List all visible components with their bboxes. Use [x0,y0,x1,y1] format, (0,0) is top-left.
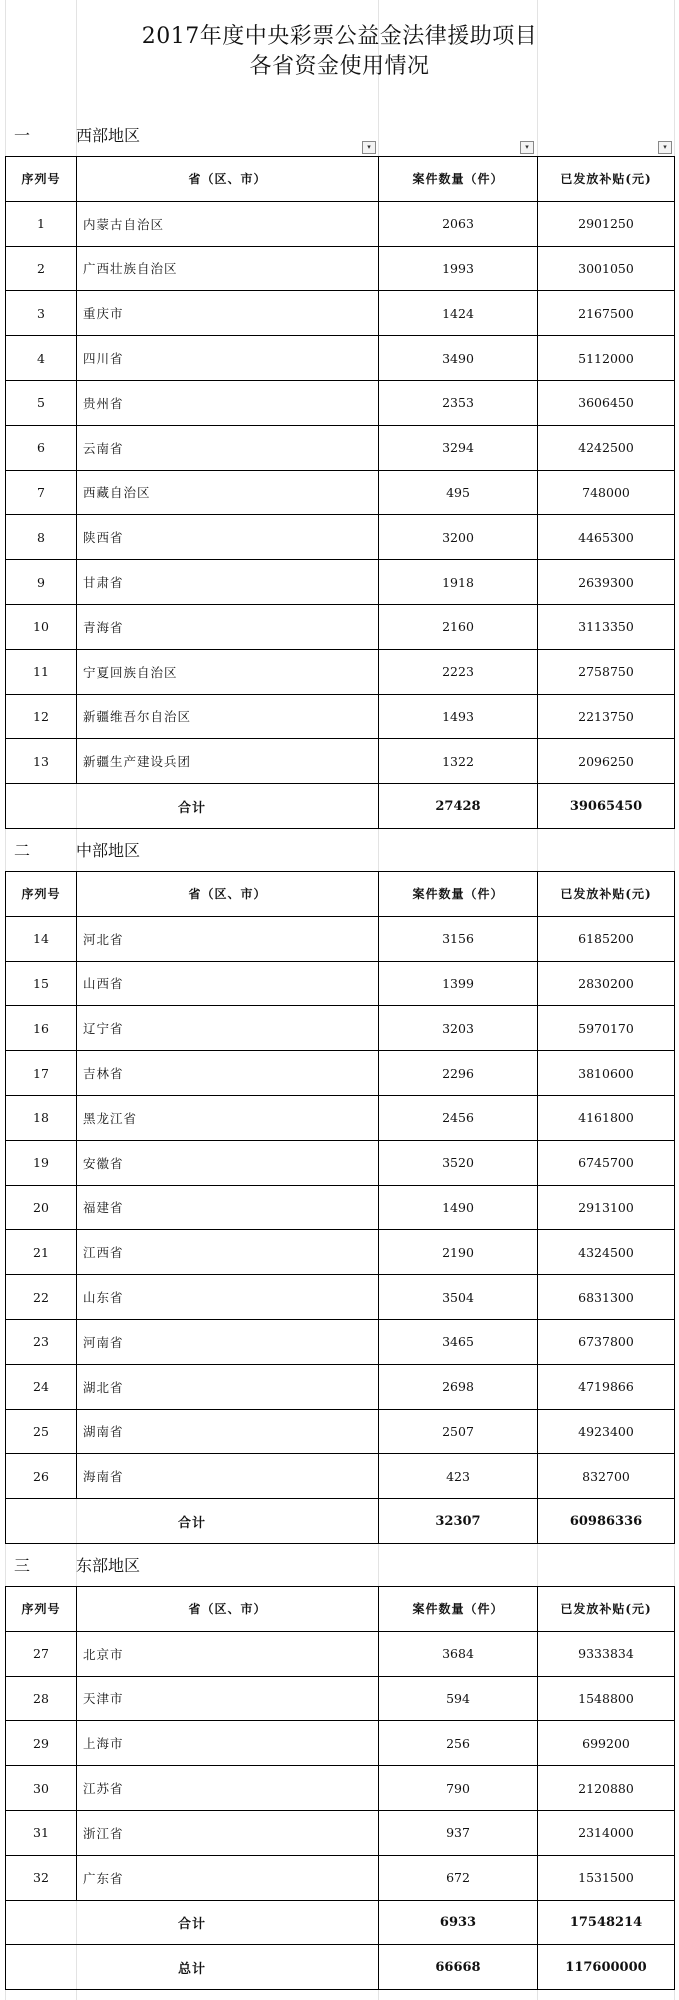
table-row [6,1140,675,1185]
row-amount: 2639300 [538,560,675,605]
filter-dropdown-icon[interactable]: ▾ [658,141,672,154]
row-amount: 2096250 [538,739,675,784]
row-region: 上海市 [77,1721,379,1766]
row-cases: 1399 [379,961,538,1006]
row-cases: 3504 [379,1275,538,1320]
col-header-cases: 案件数量（件） [379,872,538,917]
row-region: 福建省 [77,1185,379,1230]
row-region: 河北省 [77,916,379,961]
row-amount: 3810600 [538,1051,675,1096]
row-region: 贵州省 [77,380,379,425]
row-amount: 4161800 [538,1095,675,1140]
table-row [6,694,675,739]
table-row [6,1319,675,1364]
section-number: 三 [14,1556,31,1575]
grand-total-cases: 66668 [379,1945,538,1990]
subtotal-label: 合计 [6,784,379,829]
row-index: 8 [6,515,77,560]
section-heading [0,828,679,871]
row-region: 山西省 [77,961,379,1006]
row-amount: 3001050 [538,246,675,291]
table-row [6,1095,675,1140]
table-row [6,604,675,649]
table-row [6,1766,675,1811]
col-header-amount: 已发放补贴(元) [538,157,675,202]
table-row [6,1721,675,1766]
section-number: 一 [14,126,31,145]
col-header-cases: 案件数量（件） [379,1587,538,1632]
table-row [6,1810,675,1855]
row-region: 广东省 [77,1855,379,1900]
title-line-1: 2017年度中央彩票公益金法律援助项目 [141,24,538,49]
row-region: 湖南省 [77,1409,379,1454]
row-cases: 423 [379,1454,538,1499]
row-region: 重庆市 [77,291,379,336]
subtotal-row [6,784,675,829]
row-index: 22 [6,1275,77,1320]
row-cases: 1490 [379,1185,538,1230]
row-cases: 3156 [379,916,538,961]
row-cases: 2190 [379,1230,538,1275]
row-index: 2 [6,246,77,291]
data-table [5,1586,675,1990]
table-row [6,1230,675,1275]
row-index: 5 [6,380,77,425]
row-region: 辽宁省 [77,1006,379,1051]
row-index: 29 [6,1721,77,1766]
row-index: 3 [6,291,77,336]
section-name: 西部地区 [76,126,141,145]
row-index: 21 [6,1230,77,1275]
page-title [0,22,679,82]
subtotal-row [6,1499,675,1544]
row-index: 16 [6,1006,77,1051]
row-cases: 594 [379,1676,538,1721]
row-region: 陕西省 [77,515,379,560]
row-amount: 3113350 [538,604,675,649]
row-index: 20 [6,1185,77,1230]
col-header-region: 省（区、市） [77,872,379,917]
subtotal-cases: 27428 [379,784,538,829]
section-heading [0,1543,679,1586]
table-row [6,961,675,1006]
row-region: 广西壮族自治区 [77,246,379,291]
row-index: 15 [6,961,77,1006]
row-index: 10 [6,604,77,649]
row-amount: 2901250 [538,201,675,246]
table-row [6,1185,675,1230]
table-row [6,425,675,470]
row-cases: 1424 [379,291,538,336]
row-amount: 4242500 [538,425,675,470]
row-region: 甘肃省 [77,560,379,605]
row-region: 江苏省 [77,1766,379,1811]
col-header-index: 序列号 [6,157,77,202]
row-region: 海南省 [77,1454,379,1499]
col-header-region: 省（区、市） [77,1587,379,1632]
subtotal-row [6,1900,675,1945]
row-amount: 4719866 [538,1364,675,1409]
subtotal-cases: 6933 [379,1900,538,1945]
table-row [6,1855,675,1900]
row-cases: 2160 [379,604,538,649]
table-row [6,470,675,515]
row-cases: 256 [379,1721,538,1766]
row-amount: 5970170 [538,1006,675,1051]
data-table [5,156,675,829]
row-region: 黑龙江省 [77,1095,379,1140]
section-name: 中部地区 [76,841,141,860]
row-amount: 4324500 [538,1230,675,1275]
row-index: 7 [6,470,77,515]
data-table [5,871,675,1544]
table-row [6,380,675,425]
row-amount: 2120880 [538,1766,675,1811]
row-index: 31 [6,1810,77,1855]
row-region: 新疆生产建设兵团 [77,739,379,784]
title-line-2: 各省资金使用情况 [249,54,430,79]
table-row [6,560,675,605]
section-heading [0,113,679,156]
table-row [6,916,675,961]
row-cases: 1993 [379,246,538,291]
row-region: 四川省 [77,336,379,381]
row-index: 23 [6,1319,77,1364]
row-amount: 2758750 [538,649,675,694]
row-cases: 2353 [379,380,538,425]
section-number: 二 [14,841,31,860]
row-cases: 2698 [379,1364,538,1409]
grand-total-row [6,1945,675,1990]
row-region: 河南省 [77,1319,379,1364]
table-row [6,336,675,381]
subtotal-label: 合计 [6,1900,379,1945]
row-amount: 2314000 [538,1810,675,1855]
row-amount: 6185200 [538,916,675,961]
row-cases: 2223 [379,649,538,694]
table-header-row [6,872,675,917]
table-row [6,739,675,784]
row-region: 天津市 [77,1676,379,1721]
grand-total-label: 总计 [6,1945,379,1990]
row-region: 吉林省 [77,1051,379,1096]
row-index: 17 [6,1051,77,1096]
row-index: 24 [6,1364,77,1409]
row-index: 25 [6,1409,77,1454]
table-row [6,1051,675,1096]
row-index: 12 [6,694,77,739]
row-index: 4 [6,336,77,381]
row-cases: 3203 [379,1006,538,1051]
row-region: 浙江省 [77,1810,379,1855]
row-amount: 699200 [538,1721,675,1766]
row-index: 26 [6,1454,77,1499]
row-cases: 937 [379,1810,538,1855]
row-index: 30 [6,1766,77,1811]
row-cases: 3520 [379,1140,538,1185]
row-amount: 2830200 [538,961,675,1006]
row-cases: 2456 [379,1095,538,1140]
row-region: 江西省 [77,1230,379,1275]
subtotal-amount: 17548214 [538,1900,675,1945]
row-region: 山东省 [77,1275,379,1320]
row-amount: 748000 [538,470,675,515]
row-cases: 3294 [379,425,538,470]
row-region: 新疆维吾尔自治区 [77,694,379,739]
table-row [6,201,675,246]
row-index: 9 [6,560,77,605]
row-cases: 3490 [379,336,538,381]
row-region: 安徽省 [77,1140,379,1185]
row-amount: 4465300 [538,515,675,560]
row-region: 云南省 [77,425,379,470]
row-index: 32 [6,1855,77,1900]
table-row [6,515,675,560]
row-index: 28 [6,1676,77,1721]
table-row [6,1006,675,1051]
row-cases: 2507 [379,1409,538,1454]
row-cases: 2063 [379,201,538,246]
table-row [6,1454,675,1499]
table-row [6,1409,675,1454]
row-amount: 1548800 [538,1676,675,1721]
grand-total-amount: 117600000 [538,1945,675,1990]
row-amount: 5112000 [538,336,675,381]
row-cases: 3200 [379,515,538,560]
row-cases: 2296 [379,1051,538,1096]
row-index: 14 [6,916,77,961]
row-region: 北京市 [77,1631,379,1676]
row-cases: 3465 [379,1319,538,1364]
row-cases: 672 [379,1855,538,1900]
table-row [6,1364,675,1409]
row-index: 13 [6,739,77,784]
row-amount: 6745700 [538,1140,675,1185]
col-header-amount: 已发放补贴(元) [538,872,675,917]
col-header-index: 序列号 [6,1587,77,1632]
col-header-cases: 案件数量（件） [379,157,538,202]
table-row [6,246,675,291]
row-cases: 495 [379,470,538,515]
filter-dropdown-icon[interactable]: ▾ [520,141,534,154]
row-cases: 1493 [379,694,538,739]
row-index: 6 [6,425,77,470]
row-region: 西藏自治区 [77,470,379,515]
row-index: 18 [6,1095,77,1140]
table-row [6,291,675,336]
row-region: 宁夏回族自治区 [77,649,379,694]
row-amount: 6831300 [538,1275,675,1320]
row-amount: 9333834 [538,1631,675,1676]
subtotal-amount: 39065450 [538,784,675,829]
row-region: 湖北省 [77,1364,379,1409]
row-amount: 2167500 [538,291,675,336]
table-header-row [6,1587,675,1632]
table-row [6,1631,675,1676]
row-cases: 1322 [379,739,538,784]
subtotal-cases: 32307 [379,1499,538,1544]
row-amount: 1531500 [538,1855,675,1900]
table-row [6,649,675,694]
filter-dropdown-icon[interactable]: ▾ [362,141,376,154]
col-header-index: 序列号 [6,872,77,917]
col-header-region: 省（区、市） [77,157,379,202]
row-amount: 4923400 [538,1409,675,1454]
col-header-amount: 已发放补贴(元) [538,1587,675,1632]
row-region: 内蒙古自治区 [77,201,379,246]
table-row [6,1676,675,1721]
subtotal-amount: 60986336 [538,1499,675,1544]
row-cases: 3684 [379,1631,538,1676]
row-index: 27 [6,1631,77,1676]
row-cases: 790 [379,1766,538,1811]
table-header-row [6,157,675,202]
row-amount: 2913100 [538,1185,675,1230]
row-index: 1 [6,201,77,246]
row-cases: 1918 [379,560,538,605]
row-amount: 6737800 [538,1319,675,1364]
row-amount: 2213750 [538,694,675,739]
row-amount: 832700 [538,1454,675,1499]
table-row [6,1275,675,1320]
subtotal-label: 合计 [6,1499,379,1544]
row-region: 青海省 [77,604,379,649]
row-amount: 3606450 [538,380,675,425]
section-name: 东部地区 [76,1556,141,1575]
row-index: 11 [6,649,77,694]
row-index: 19 [6,1140,77,1185]
